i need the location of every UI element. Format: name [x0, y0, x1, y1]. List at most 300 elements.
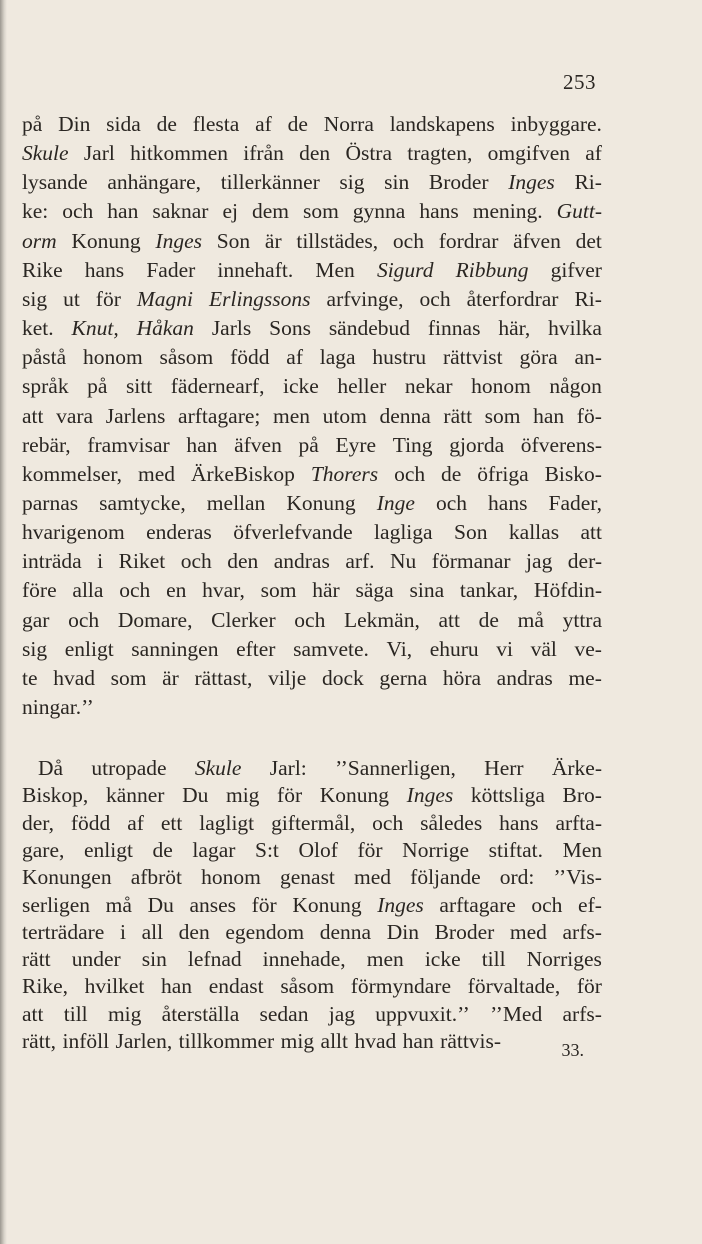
word	[490, 1000, 542, 1028]
text: att	[22, 403, 44, 428]
word	[440, 1027, 501, 1055]
word	[270, 754, 307, 782]
word	[471, 372, 531, 400]
word	[255, 836, 279, 864]
text-line	[22, 863, 602, 891]
word	[118, 606, 193, 634]
word	[22, 518, 125, 546]
text: egendom	[225, 919, 305, 944]
word	[555, 809, 602, 837]
text: ÄrkeBiskop	[190, 461, 295, 486]
text: arftagare;	[178, 403, 261, 428]
text: Lekmän,	[344, 607, 420, 632]
word	[477, 460, 528, 488]
word	[181, 547, 212, 575]
text: mig	[225, 783, 260, 808]
word	[405, 372, 453, 400]
word	[182, 781, 208, 809]
word	[354, 863, 391, 891]
text: följande	[410, 865, 481, 890]
word	[22, 945, 51, 973]
text: utom	[322, 403, 367, 428]
text-line	[22, 372, 602, 400]
text-line	[22, 635, 602, 663]
text: Eyre	[335, 432, 377, 457]
word	[283, 372, 319, 400]
text: Ting	[392, 432, 433, 457]
text: ’’Vis-	[553, 865, 602, 890]
word	[575, 635, 602, 663]
text: Fader	[146, 257, 196, 282]
text: utropade	[91, 756, 167, 780]
text: denna	[319, 919, 372, 944]
text: sina	[409, 578, 445, 603]
word	[72, 945, 121, 973]
word	[429, 168, 489, 196]
text: den	[299, 141, 331, 166]
text: Du	[182, 783, 209, 808]
word	[131, 863, 182, 891]
text: det	[575, 228, 602, 253]
word	[321, 1027, 348, 1055]
text: må	[105, 892, 132, 917]
text: landskapens	[389, 112, 495, 136]
text: återfordrar	[466, 286, 559, 311]
word	[439, 227, 499, 255]
text: ifrån	[243, 141, 284, 166]
word	[374, 518, 433, 546]
word	[68, 606, 99, 634]
text: köttsliga	[470, 783, 545, 808]
text-line	[22, 343, 602, 371]
word	[403, 1027, 434, 1055]
text: Jarlens	[105, 403, 166, 428]
word	[146, 256, 195, 284]
text: af	[585, 141, 602, 166]
text: Då	[38, 756, 64, 780]
word	[489, 836, 543, 864]
word	[527, 945, 602, 973]
italic-text: Inge	[376, 490, 415, 515]
word	[375, 1000, 470, 1028]
italic-text: Skule	[22, 141, 69, 166]
word	[581, 518, 603, 546]
word	[22, 139, 69, 167]
word	[91, 754, 166, 782]
text-line	[22, 945, 602, 973]
text: af	[255, 112, 272, 136]
text: honom	[471, 374, 531, 399]
word	[202, 576, 245, 604]
word	[271, 809, 355, 837]
word	[574, 285, 601, 313]
word	[148, 891, 174, 919]
word	[22, 372, 69, 400]
text: laga	[319, 345, 356, 370]
text: Rike,	[22, 974, 68, 999]
word	[22, 606, 49, 634]
word	[22, 256, 63, 284]
text: för	[357, 837, 383, 862]
word	[273, 402, 310, 430]
text: Son	[216, 228, 251, 253]
word	[22, 781, 88, 809]
word	[72, 576, 103, 604]
text: Höfdin-	[533, 578, 602, 603]
word	[293, 635, 369, 663]
italic-text: Ribbung	[455, 257, 529, 282]
word	[296, 227, 378, 255]
text-line	[22, 518, 602, 546]
word	[71, 809, 110, 837]
word	[243, 139, 284, 167]
word	[161, 972, 192, 1000]
text: Konung	[286, 490, 356, 515]
word	[499, 809, 538, 837]
text-line	[22, 314, 602, 342]
text: till	[481, 947, 506, 972]
word	[268, 664, 306, 692]
text: före	[22, 578, 57, 603]
text-line	[22, 781, 602, 809]
text: hans	[419, 199, 459, 224]
word	[410, 863, 480, 891]
text: vara	[56, 403, 94, 428]
text: de	[441, 461, 462, 486]
word	[234, 431, 282, 459]
word	[252, 891, 277, 919]
page-number: 253	[563, 70, 596, 94]
text: Men	[315, 257, 355, 282]
text: här	[312, 578, 340, 603]
word	[576, 227, 602, 255]
word	[379, 402, 430, 430]
page-edge	[0, 0, 7, 1244]
text: sig	[22, 286, 48, 311]
word	[22, 285, 47, 313]
text: gerna	[379, 665, 428, 690]
text: mig	[280, 1029, 315, 1053]
text: Riket	[118, 549, 166, 574]
text: öfverens-	[520, 432, 602, 457]
word	[222, 197, 238, 225]
word	[500, 863, 535, 891]
text: hvilka	[548, 316, 602, 341]
text: rättvis-	[440, 1029, 502, 1053]
text-line	[22, 547, 602, 575]
text: Biskop,	[22, 783, 89, 808]
text: lagligt	[199, 810, 255, 835]
text: att	[580, 520, 602, 545]
text: i	[119, 919, 126, 944]
word	[312, 576, 339, 604]
word	[353, 197, 406, 225]
word	[106, 891, 132, 919]
text: de	[287, 112, 308, 136]
word	[252, 197, 289, 225]
word	[394, 460, 425, 488]
word	[56, 402, 93, 430]
text: hans	[84, 257, 125, 282]
text: rebär,	[22, 432, 71, 457]
text: Vi,	[386, 636, 413, 661]
text: icke	[424, 947, 461, 972]
word	[189, 891, 236, 919]
word	[62, 1027, 109, 1055]
word	[329, 1000, 355, 1028]
text: hvad	[354, 1029, 397, 1053]
text: här,	[498, 316, 531, 341]
italic-text: Thorers	[310, 461, 379, 486]
word	[387, 635, 413, 663]
text: som	[484, 403, 521, 428]
text: Östra	[345, 141, 393, 166]
word	[335, 754, 456, 782]
italic-text: Inges	[406, 783, 454, 808]
text: alla	[72, 578, 104, 603]
italic-text: Sigurd	[376, 257, 434, 282]
text: göra	[519, 345, 558, 370]
word	[195, 664, 253, 692]
text: inträda	[22, 549, 82, 574]
text: andras	[273, 549, 330, 574]
text: men	[366, 947, 404, 972]
text: vi	[496, 636, 514, 661]
word	[358, 836, 383, 864]
text: sin	[141, 947, 167, 972]
text: flesta	[192, 112, 240, 136]
text: Konung	[71, 228, 141, 253]
text: hvarigenom	[22, 520, 125, 545]
text: de	[478, 607, 499, 632]
text: dem	[251, 199, 289, 224]
text: den	[178, 919, 210, 944]
text: såsom	[159, 345, 214, 370]
text: hvilket	[84, 974, 145, 999]
text: icke	[282, 374, 319, 399]
word	[22, 431, 71, 459]
text: mening.	[472, 199, 543, 224]
text-line	[22, 110, 602, 138]
word	[227, 547, 258, 575]
text: och	[392, 228, 424, 253]
text: att	[22, 1001, 44, 1026]
text: giftermål,	[271, 810, 356, 835]
text: och	[294, 607, 326, 632]
text: gare,	[22, 837, 65, 862]
text: Konung	[319, 783, 390, 808]
word	[65, 635, 114, 663]
text: således	[420, 810, 483, 835]
text: yttra	[562, 607, 602, 632]
word	[467, 285, 559, 313]
text-line	[22, 285, 602, 313]
word	[85, 972, 145, 1000]
text: afbröt	[130, 865, 183, 890]
text: anhängare,	[107, 170, 202, 195]
text: ’’Sannerligen,	[335, 756, 456, 780]
word	[38, 754, 63, 782]
word	[420, 285, 451, 313]
word	[188, 945, 242, 973]
text-line	[22, 460, 602, 488]
word	[548, 314, 602, 342]
text: vilje	[268, 665, 307, 690]
word	[22, 576, 57, 604]
text: han	[402, 1029, 434, 1053]
word	[460, 576, 518, 604]
word	[420, 809, 482, 837]
word	[217, 256, 293, 284]
word	[439, 891, 515, 919]
text: lagliga	[374, 520, 433, 545]
word	[226, 781, 259, 809]
text: kommelser,	[22, 461, 123, 486]
text: Clerker	[211, 607, 276, 632]
word	[209, 285, 311, 313]
text: tillerkänner	[220, 170, 320, 195]
text: Men	[562, 837, 602, 862]
text: tankar,	[459, 578, 519, 603]
text: enligt	[64, 636, 114, 661]
word	[443, 402, 472, 430]
text: han	[186, 432, 218, 457]
text: innehaft.	[217, 257, 294, 282]
word	[179, 1027, 275, 1055]
word	[22, 343, 66, 371]
text: och	[119, 578, 151, 603]
text: är	[162, 665, 179, 690]
text: gar	[22, 607, 50, 632]
text: Jarl:	[269, 756, 307, 780]
text: öfverlefvande	[233, 520, 353, 545]
word	[345, 139, 392, 167]
text: sig	[22, 636, 48, 661]
word	[485, 402, 521, 430]
word	[221, 168, 320, 196]
word	[138, 460, 175, 488]
word	[106, 402, 166, 430]
text: af	[286, 345, 303, 370]
text: förmanar	[431, 549, 511, 574]
text: född	[70, 810, 111, 835]
text: samtycke,	[99, 490, 186, 515]
text: påstå	[22, 345, 67, 370]
word	[22, 809, 54, 837]
text-line	[22, 256, 602, 284]
word	[449, 431, 504, 459]
word	[22, 693, 94, 721]
word	[72, 314, 119, 342]
text: fordrar	[438, 228, 499, 253]
word	[549, 372, 602, 400]
word	[568, 664, 601, 692]
text: fö-	[576, 403, 602, 428]
word	[58, 110, 90, 138]
word	[22, 863, 112, 891]
text: väl	[530, 636, 557, 661]
text: lagar	[192, 837, 236, 862]
text: samvete.	[293, 636, 369, 661]
text: arf.	[345, 549, 375, 574]
text: ej	[222, 199, 238, 224]
word	[531, 891, 562, 919]
text: Konung	[292, 892, 362, 917]
word	[322, 664, 364, 692]
text: dock	[321, 665, 364, 690]
text: sändebud	[328, 316, 411, 341]
word	[320, 343, 356, 371]
text: Jarlen,	[115, 1029, 173, 1053]
text: hvad	[53, 665, 95, 690]
word	[277, 781, 302, 809]
text: Fader,	[548, 490, 602, 515]
text: Nu	[390, 549, 417, 574]
word	[568, 547, 602, 575]
word	[137, 314, 194, 342]
text-line	[22, 891, 602, 919]
word	[274, 547, 330, 575]
word	[563, 1000, 602, 1028]
word	[155, 227, 202, 255]
word	[354, 1027, 396, 1055]
word	[577, 402, 602, 430]
word	[482, 945, 506, 973]
text: Ri-	[574, 286, 602, 311]
text: honom	[201, 865, 261, 890]
text: han	[533, 403, 565, 428]
word	[71, 227, 140, 255]
text: ef-	[578, 892, 602, 917]
word	[119, 547, 166, 575]
word	[131, 635, 218, 663]
text: rättvist	[442, 345, 503, 370]
word	[199, 809, 254, 837]
word	[298, 431, 318, 459]
word	[84, 836, 133, 864]
text: uppvuxit.’’	[375, 1001, 470, 1026]
word	[484, 754, 523, 782]
word	[255, 110, 272, 138]
word	[393, 227, 424, 255]
italic-text: Gutt-	[556, 199, 602, 224]
word	[551, 256, 602, 284]
word	[294, 606, 325, 634]
text: Domare,	[117, 607, 193, 632]
word	[337, 372, 386, 400]
text: gynna	[352, 199, 406, 224]
word	[87, 431, 169, 459]
word	[518, 606, 544, 634]
text: gjorda	[449, 432, 505, 457]
word	[367, 945, 404, 973]
italic-text: orm	[22, 228, 57, 253]
text: men	[273, 403, 311, 428]
word	[468, 972, 561, 1000]
text: jag	[328, 1001, 356, 1026]
text-line	[22, 227, 602, 255]
text: allt	[320, 1029, 348, 1053]
text-line	[22, 139, 602, 167]
text: enderas	[146, 520, 212, 545]
word	[393, 431, 433, 459]
word	[265, 227, 282, 255]
word	[280, 972, 334, 1000]
italic-text: Inges	[377, 892, 424, 917]
word	[585, 139, 602, 167]
word	[526, 547, 552, 575]
word	[22, 314, 54, 342]
